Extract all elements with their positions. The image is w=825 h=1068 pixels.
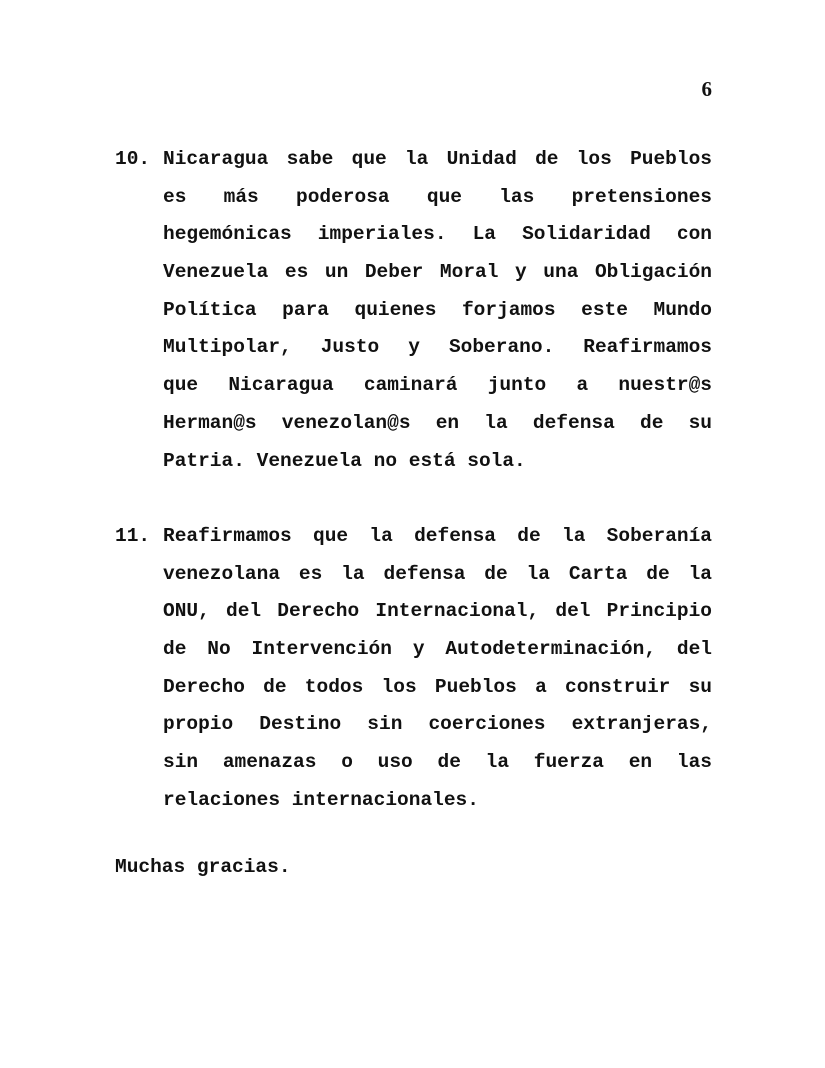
paragraph-body [163,518,712,820]
text-line: propio Destino sin coerciones extranjeras, [163,713,712,736]
paragraph-number: 11. [115,525,151,547]
paragraph-number: 10. [115,148,151,170]
text-line: Nicaragua sabe que la Unidad de los Pueblos [163,148,712,170]
text-line: hegemónicas imperiales. La Solidaridad con [163,223,712,246]
text-line: Derecho de todos los Pueblos a construir su [163,675,712,698]
text-line: ONU, del Derecho Internacional, del Principio [163,600,712,623]
text-line: Reafirmamos que la defensa de la Soberanía [163,525,712,547]
text-line: Patria. Venezuela no está sola. [163,449,526,472]
paragraph-body [163,141,712,480]
text-line: de No Intervención y Autodeterminación, del [163,638,712,661]
closing-remark: Muchas gracias. [115,856,291,878]
text-line: venezolana es la defensa de la Carta de la [163,562,712,585]
text-line: Herman@s venezolan@s en la defensa de su [163,411,712,434]
text-line: Venezuela es un Deber Moral y una Obligación [163,261,712,284]
text-line: sin amenazas o uso de la fuerza en las [163,751,712,774]
text-line: Multipolar, Justo y Soberano. Reafirmamos [163,336,712,359]
text-line: relaciones internacionales. [163,788,479,811]
text-line: es más poderosa que las pretensiones [163,185,712,208]
text-line: Política para quienes forjamos este Mundo [163,298,712,321]
text-line: que Nicaragua caminará junto a nuestr@s [163,374,712,397]
page-number: 6 [701,77,712,101]
